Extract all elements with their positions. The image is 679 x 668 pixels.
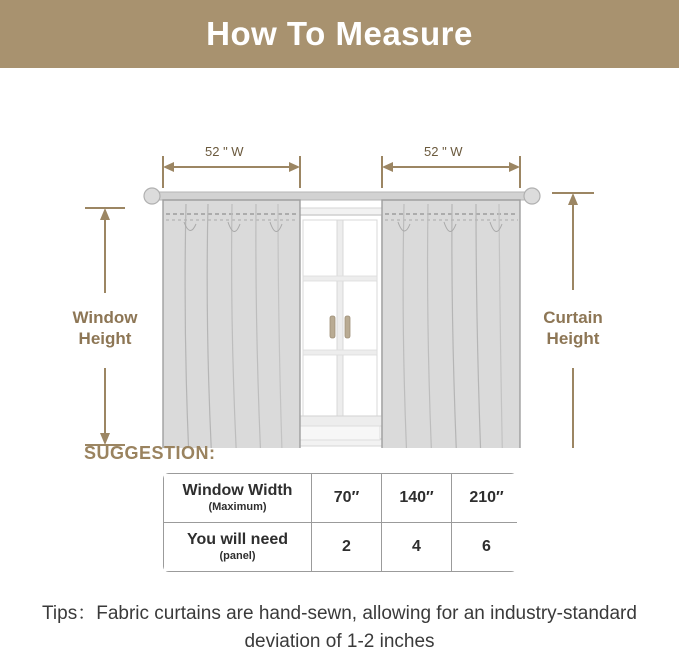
suggestion-title: SUGGESTION:	[84, 443, 216, 463]
cell-panels-2: 4	[382, 523, 452, 572]
cell-panels-3: 6	[452, 523, 518, 572]
window-height-label-line1: Window	[72, 308, 138, 327]
header-banner	[0, 0, 679, 68]
page-title: How To Measure	[206, 15, 473, 52]
row-label-you-will-need	[164, 523, 312, 572]
diagram-illustration	[0, 68, 679, 448]
table-row	[164, 523, 518, 572]
measure-diagram	[0, 68, 679, 448]
right-width-dimension-label: 52 " W	[424, 144, 463, 159]
left-width-dimension-label: 52 " W	[205, 144, 244, 159]
cell-window-width-1: 70″	[312, 474, 382, 523]
curtain-height-label	[520, 307, 626, 350]
row-label-sub: (panel)	[219, 550, 256, 563]
row-label-text: You will need	[186, 530, 289, 548]
curtain-height-label-line1: Curtain	[543, 308, 603, 327]
cell-window-width-3: 210″	[452, 474, 518, 523]
window-height-label	[52, 307, 158, 350]
cell-panels-1: 2	[312, 523, 382, 572]
suggestion-table	[163, 473, 517, 572]
tips-label: Tips：	[42, 603, 97, 624]
row-label-window-width	[164, 474, 312, 523]
suggestion-table-wrapper	[163, 473, 517, 572]
window-height-label-line2: Height	[78, 329, 132, 349]
cell-window-width-2: 140″	[382, 474, 452, 523]
row-label-sub: (Maximum)	[208, 501, 267, 514]
tips-section	[0, 600, 679, 655]
curtain-height-label-line2: Height	[546, 329, 600, 349]
row-label-text: Window Width	[182, 481, 293, 499]
table-row	[164, 474, 518, 523]
tips-text: Fabric curtains are hand-sewn, allowing for an industry-standard deviation of 1-2 inches	[96, 603, 637, 652]
